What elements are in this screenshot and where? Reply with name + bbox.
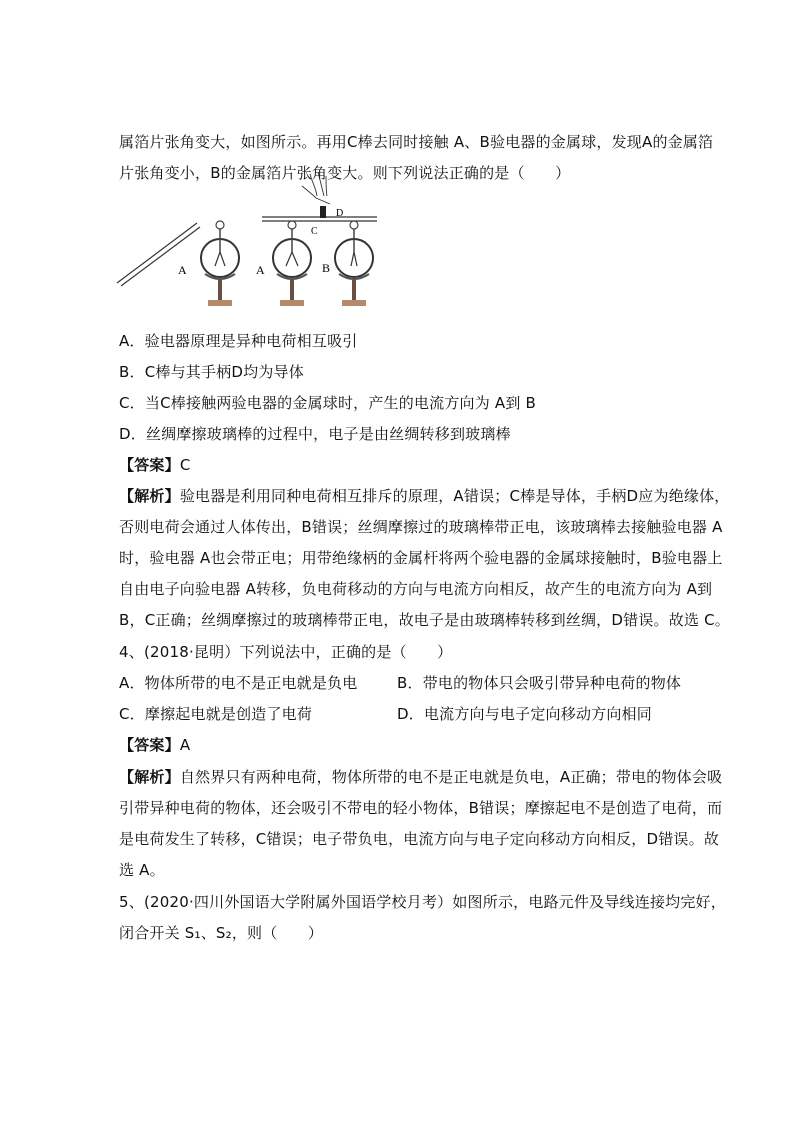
q4-option-d: D．电流方向与电子定向移动方向相同 xyxy=(397,705,652,723)
q4-option-b: B．带电的物体只会吸引带异种电荷的物体 xyxy=(397,674,682,692)
q3-answer-value: C xyxy=(179,456,191,474)
q3-stem-line-1: 属箔片张角变大，如图所示。再用C棒去同时接触 A、B验电器的金属球，发现A的金属箔 xyxy=(119,133,714,151)
q4-answer-tag: 【答案】 xyxy=(119,736,180,754)
glass-rod xyxy=(117,223,200,286)
label-c: C xyxy=(311,226,318,237)
q3-analysis-line-4: 自由电子向验电器 A转移，负电荷移动的方向与电流方向相反，故产生的电流方向为 A到 xyxy=(119,580,713,598)
q3-analysis-text-1: 验电器是利用同种电荷相互排斥的原理，A错误；C棒是导体，手柄D应为绝缘体， xyxy=(179,487,730,505)
q3-option-b: B．C棒与其手柄D均为导体 xyxy=(119,363,304,381)
electroscope-left xyxy=(201,221,239,306)
hand-holding-handle xyxy=(302,172,330,218)
q3-answer-line xyxy=(119,455,191,475)
q3-option-c: C．当C棒接触两验电器的金属球时，产生的电流方向为 A到 B xyxy=(119,394,537,412)
q4-analysis-line-1 xyxy=(119,767,722,787)
q3-analysis-line-1 xyxy=(119,486,730,506)
q4-analysis-line-4: 选 A。 xyxy=(119,861,165,879)
q4-answer-line xyxy=(119,735,190,755)
q4-analysis-line-2: 引带异种电荷的物体，还会吸引不带电的轻小物体，B错误；摩擦起电不是创造了电荷，而 xyxy=(119,799,723,817)
q3-option-a: A．验电器原理是异种电荷相互吸引 xyxy=(119,332,358,350)
q3-analysis-tag: 【解析】 xyxy=(119,487,180,505)
q4-option-c: C．摩擦起电就是创造了电荷 xyxy=(119,705,313,723)
q3-analysis-line-2: 否则电荷会通过人体传出，B错误；丝绸摩擦过的玻璃棒带正电，该玻璃棒去接触验电器 A xyxy=(119,518,723,536)
label-d: D xyxy=(336,208,344,219)
q4-analysis-text-1: 自然界只有两种电荷，物体所带的电不是正电就是负电，A正确；带电的物体会吸 xyxy=(179,768,723,786)
q3-answer-tag: 【答案】 xyxy=(119,456,180,474)
q3-option-d: D．丝绸摩擦玻璃棒的过程中，电子是由丝绸转移到玻璃棒 xyxy=(119,425,511,443)
q4-answer-value: A xyxy=(179,736,191,754)
q5-stem-line-2: 闭合开关 S₁、S₂，则（ ） xyxy=(119,924,324,942)
q3-stem-line-2: 片张角变小，B的金属箔片张角变大。则下列说法正确的是（ ） xyxy=(119,164,571,182)
q4-option-a: A．物体所带的电不是正电就是负电 xyxy=(119,674,358,692)
label-b: B xyxy=(322,261,331,275)
q4-analysis-tag: 【解析】 xyxy=(119,768,180,786)
electroscope-figure xyxy=(112,166,402,322)
label-a-right: A xyxy=(256,263,265,277)
q4-stem: 4、(2018·昆明）下列说法中，正确的是（ ） xyxy=(119,643,453,661)
q4-analysis-line-3: 是电荷发生了转移，C错误；电子带负电，电流方向与电子定向移动方向相反，D错误。故 xyxy=(119,830,720,848)
electroscope-b xyxy=(335,221,373,306)
metal-bar-c xyxy=(262,217,377,221)
q5-stem-line-1: 5、(2020·四川外国语大学附属外国语学校月考）如图所示，电路元件及导线连接均完好， xyxy=(119,893,726,911)
q3-analysis-line-3: 时，验电器 A也会带正电；用带绝缘柄的金属杆将两个验电器的金属球接触时，B验电器上 xyxy=(119,549,723,567)
label-a-left: A xyxy=(178,263,187,277)
electroscope-a xyxy=(273,221,311,306)
q3-analysis-line-5: B，C正确；丝绸摩擦过的玻璃棒带正电，故电子是由玻璃棒转移到丝绸，D错误。故选 C。 xyxy=(119,611,730,629)
